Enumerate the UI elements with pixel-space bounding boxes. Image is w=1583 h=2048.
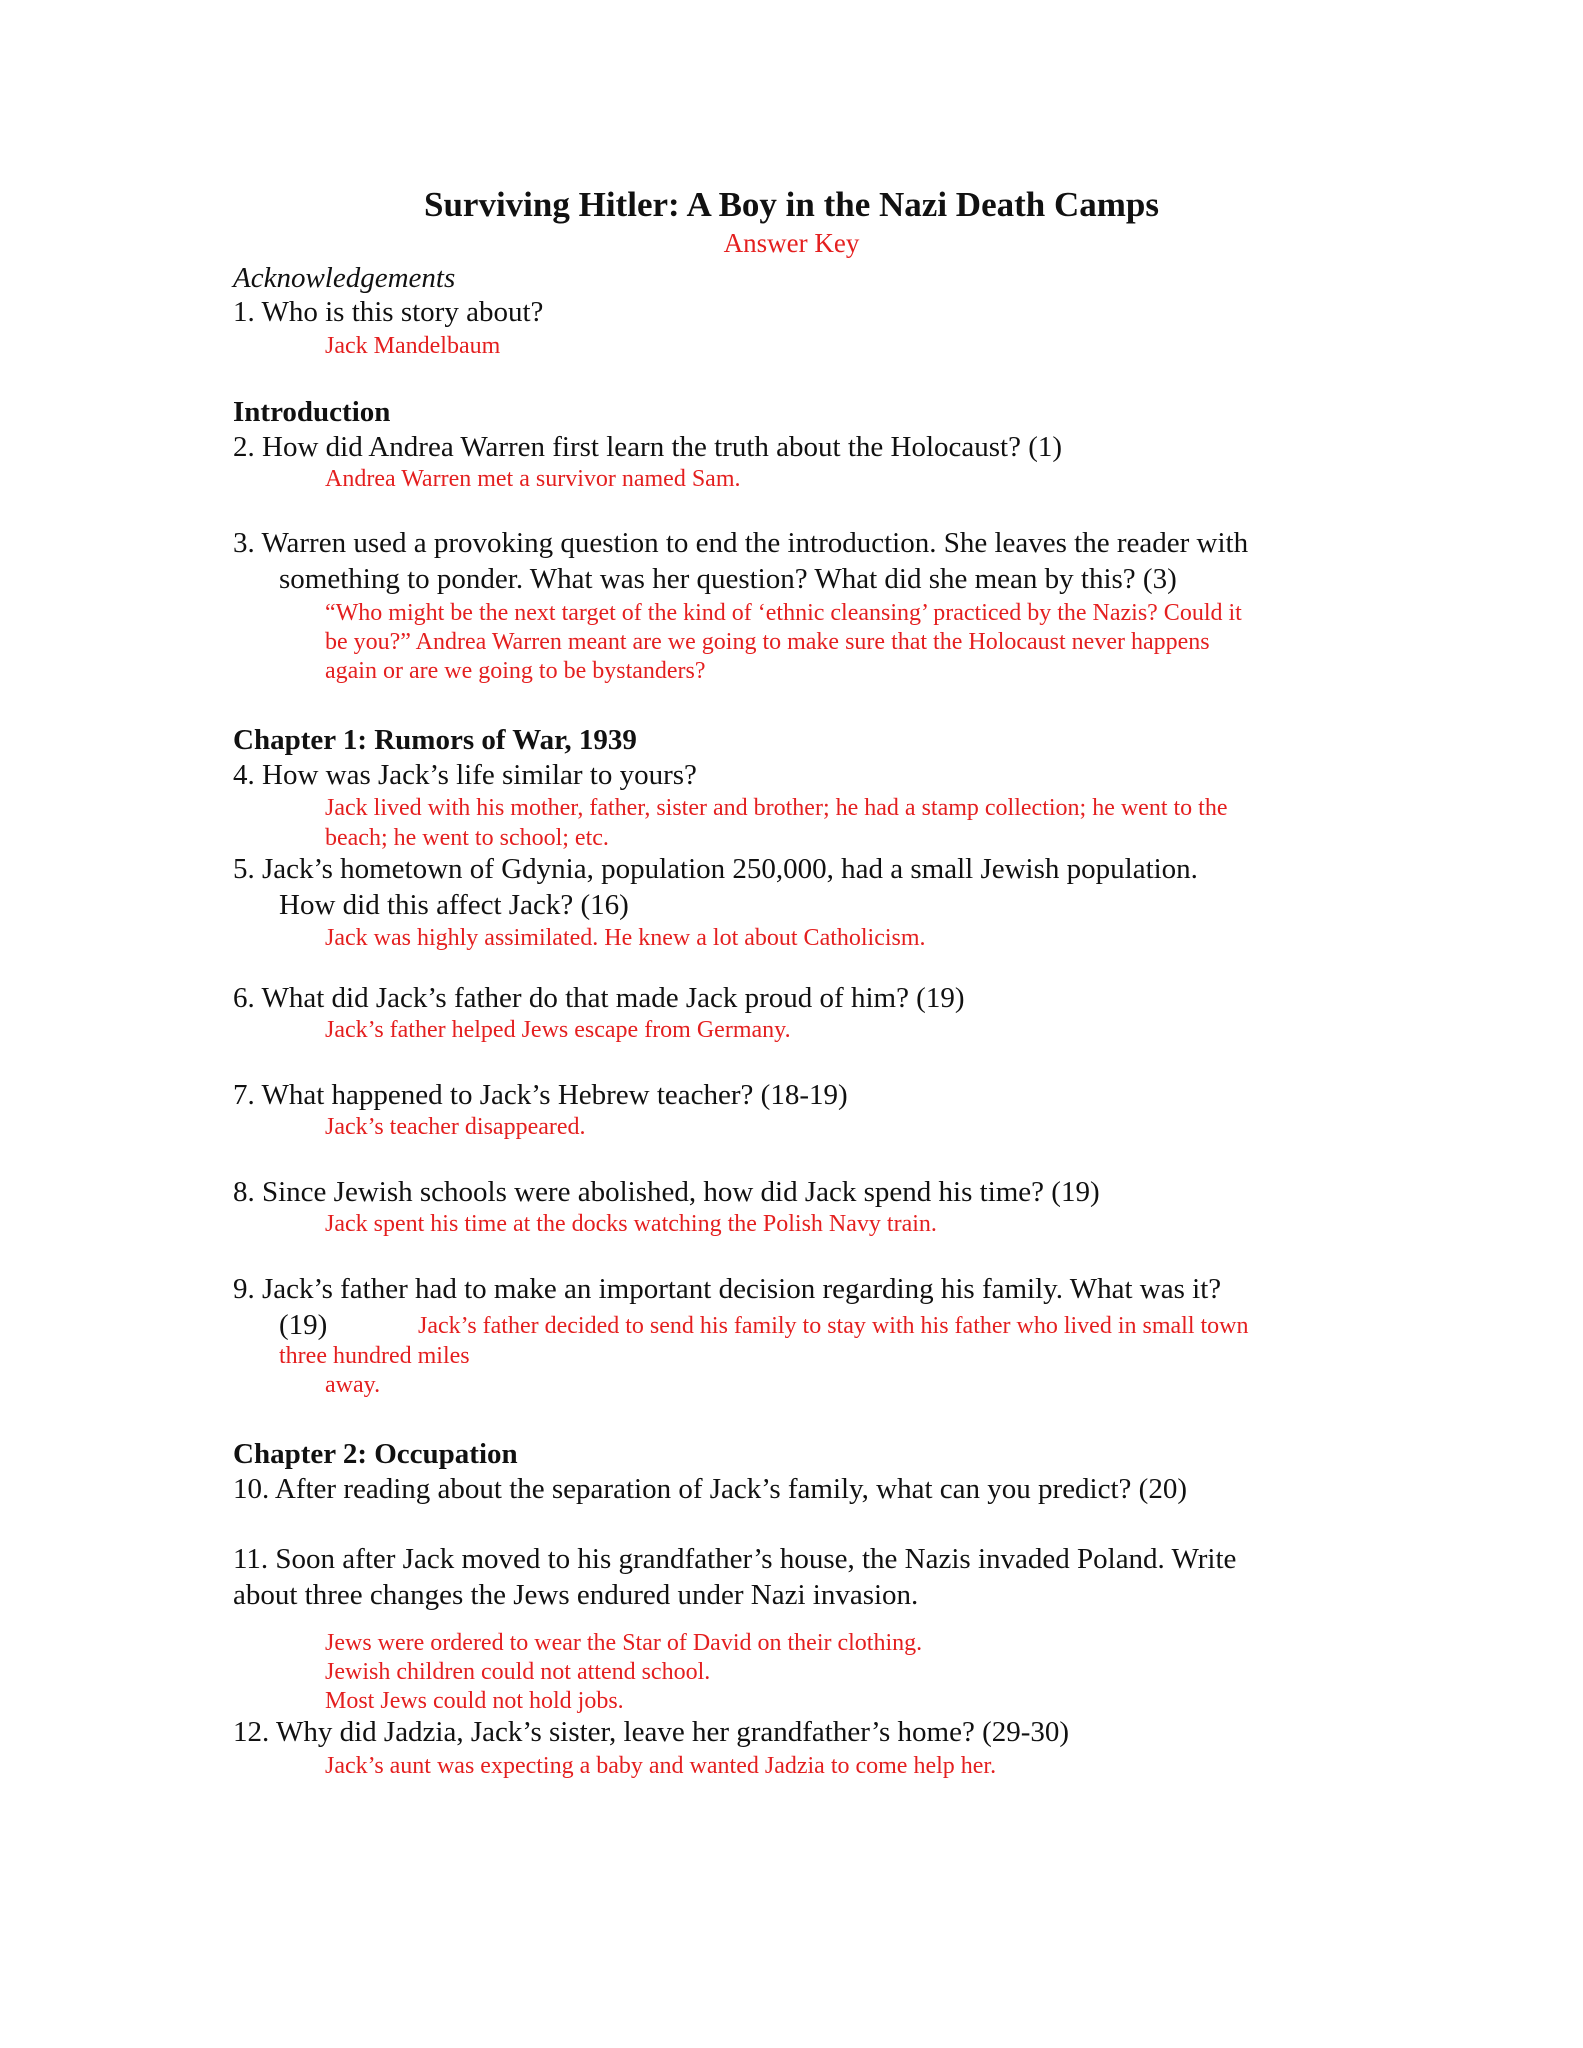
answer-4-line-2: beach; he went to school; etc. <box>325 825 609 851</box>
answer-11-line-1: Jews were ordered to wear the Star of David on their clothing. <box>325 1630 923 1656</box>
answer-6: Jack’s father helped Jews escape from Germany. <box>325 1017 791 1043</box>
question-2: 2. How did Andrea Warren first learn the truth about the Holocaust? (1) <box>233 431 1063 463</box>
answer-11-line-2: Jewish children could not attend school. <box>325 1659 711 1685</box>
answer-7: Jack’s teacher disappeared. <box>325 1114 586 1140</box>
answer-9-line-2: three hundred miles <box>279 1343 470 1369</box>
section-heading-chapter-2: Chapter 2: Occupation <box>233 1438 518 1470</box>
question-7: 7. What happened to Jack’s Hebrew teacher? (18-19) <box>233 1079 848 1111</box>
question-11-line-2: about three changes the Jews endured under Nazi invasion. <box>233 1579 919 1611</box>
answer-3-line-3: again or are we going to be bystanders? <box>325 658 706 684</box>
section-heading-introduction: Introduction <box>233 396 391 428</box>
answer-9-line-3: away. <box>325 1372 381 1398</box>
document-subtitle: Answer Key <box>723 228 860 258</box>
answer-4-line-1: Jack lived with his mother, father, sister and brother; he had a stamp collection; he went to the <box>325 795 1228 821</box>
answer-8: Jack spent his time at the docks watching the Polish Navy train. <box>325 1211 937 1237</box>
document-title: Surviving Hitler: A Boy in the Nazi Death Camps <box>423 185 1160 224</box>
question-9-line-1: 9. Jack’s father had to make an important decision regarding his family. What was it? <box>233 1273 1222 1305</box>
question-3-line-2: something to ponder. What was her question? What did she mean by this? (3) <box>279 563 1177 595</box>
answer-3-line-2: be you?” Andrea Warren meant are we going to make sure that the Holocaust never happens <box>325 629 1210 655</box>
question-6: 6. What did Jack’s father do that made Jack proud of him? (19) <box>233 982 965 1014</box>
answer-12: Jack’s aunt was expecting a baby and wanted Jadzia to come help her. <box>325 1753 997 1779</box>
question-3-line-1: 3. Warren used a provoking question to end the introduction. She leaves the reader with <box>233 527 1249 559</box>
question-1: 1. Who is this story about? <box>233 296 544 328</box>
answer-9-line-1: Jack’s father decided to send his family to stay with his father who lived in small town <box>418 1313 1249 1339</box>
question-8: 8. Since Jewish schools were abolished, how did Jack spend his time? (19) <box>233 1176 1100 1208</box>
answer-5: Jack was highly assimilated. He knew a lot about Catholicism. <box>325 925 926 951</box>
question-12: 12. Why did Jadzia, Jack’s sister, leave her grandfather’s home? (29-30) <box>233 1716 1070 1748</box>
question-11-line-1: 11. Soon after Jack moved to his grandfather’s house, the Nazis invaded Poland. Write <box>233 1543 1237 1575</box>
question-10: 10. After reading about the separation of Jack’s family, what can you predict? (20) <box>233 1473 1187 1505</box>
answer-1: Jack Mandelbaum <box>325 333 501 359</box>
section-heading-acknowledgements: Acknowledgements <box>233 262 456 294</box>
question-5-line-2: How did this affect Jack? (16) <box>279 889 629 921</box>
answer-3-line-1: “Who might be the next target of the kind of ‘ethnic cleansing’ practiced by the Nazis? Could it <box>325 600 1242 626</box>
answer-2: Andrea Warren met a survivor named Sam. <box>325 466 741 492</box>
answer-11-line-3: Most Jews could not hold jobs. <box>325 1688 624 1714</box>
question-9-line-2: (19) <box>279 1309 328 1341</box>
section-heading-chapter-1: Chapter 1: Rumors of War, 1939 <box>233 724 637 756</box>
question-4: 4. How was Jack’s life similar to yours? <box>233 759 697 791</box>
question-5-line-1: 5. Jack’s hometown of Gdynia, population 250,000, had a small Jewish population. <box>233 853 1198 885</box>
